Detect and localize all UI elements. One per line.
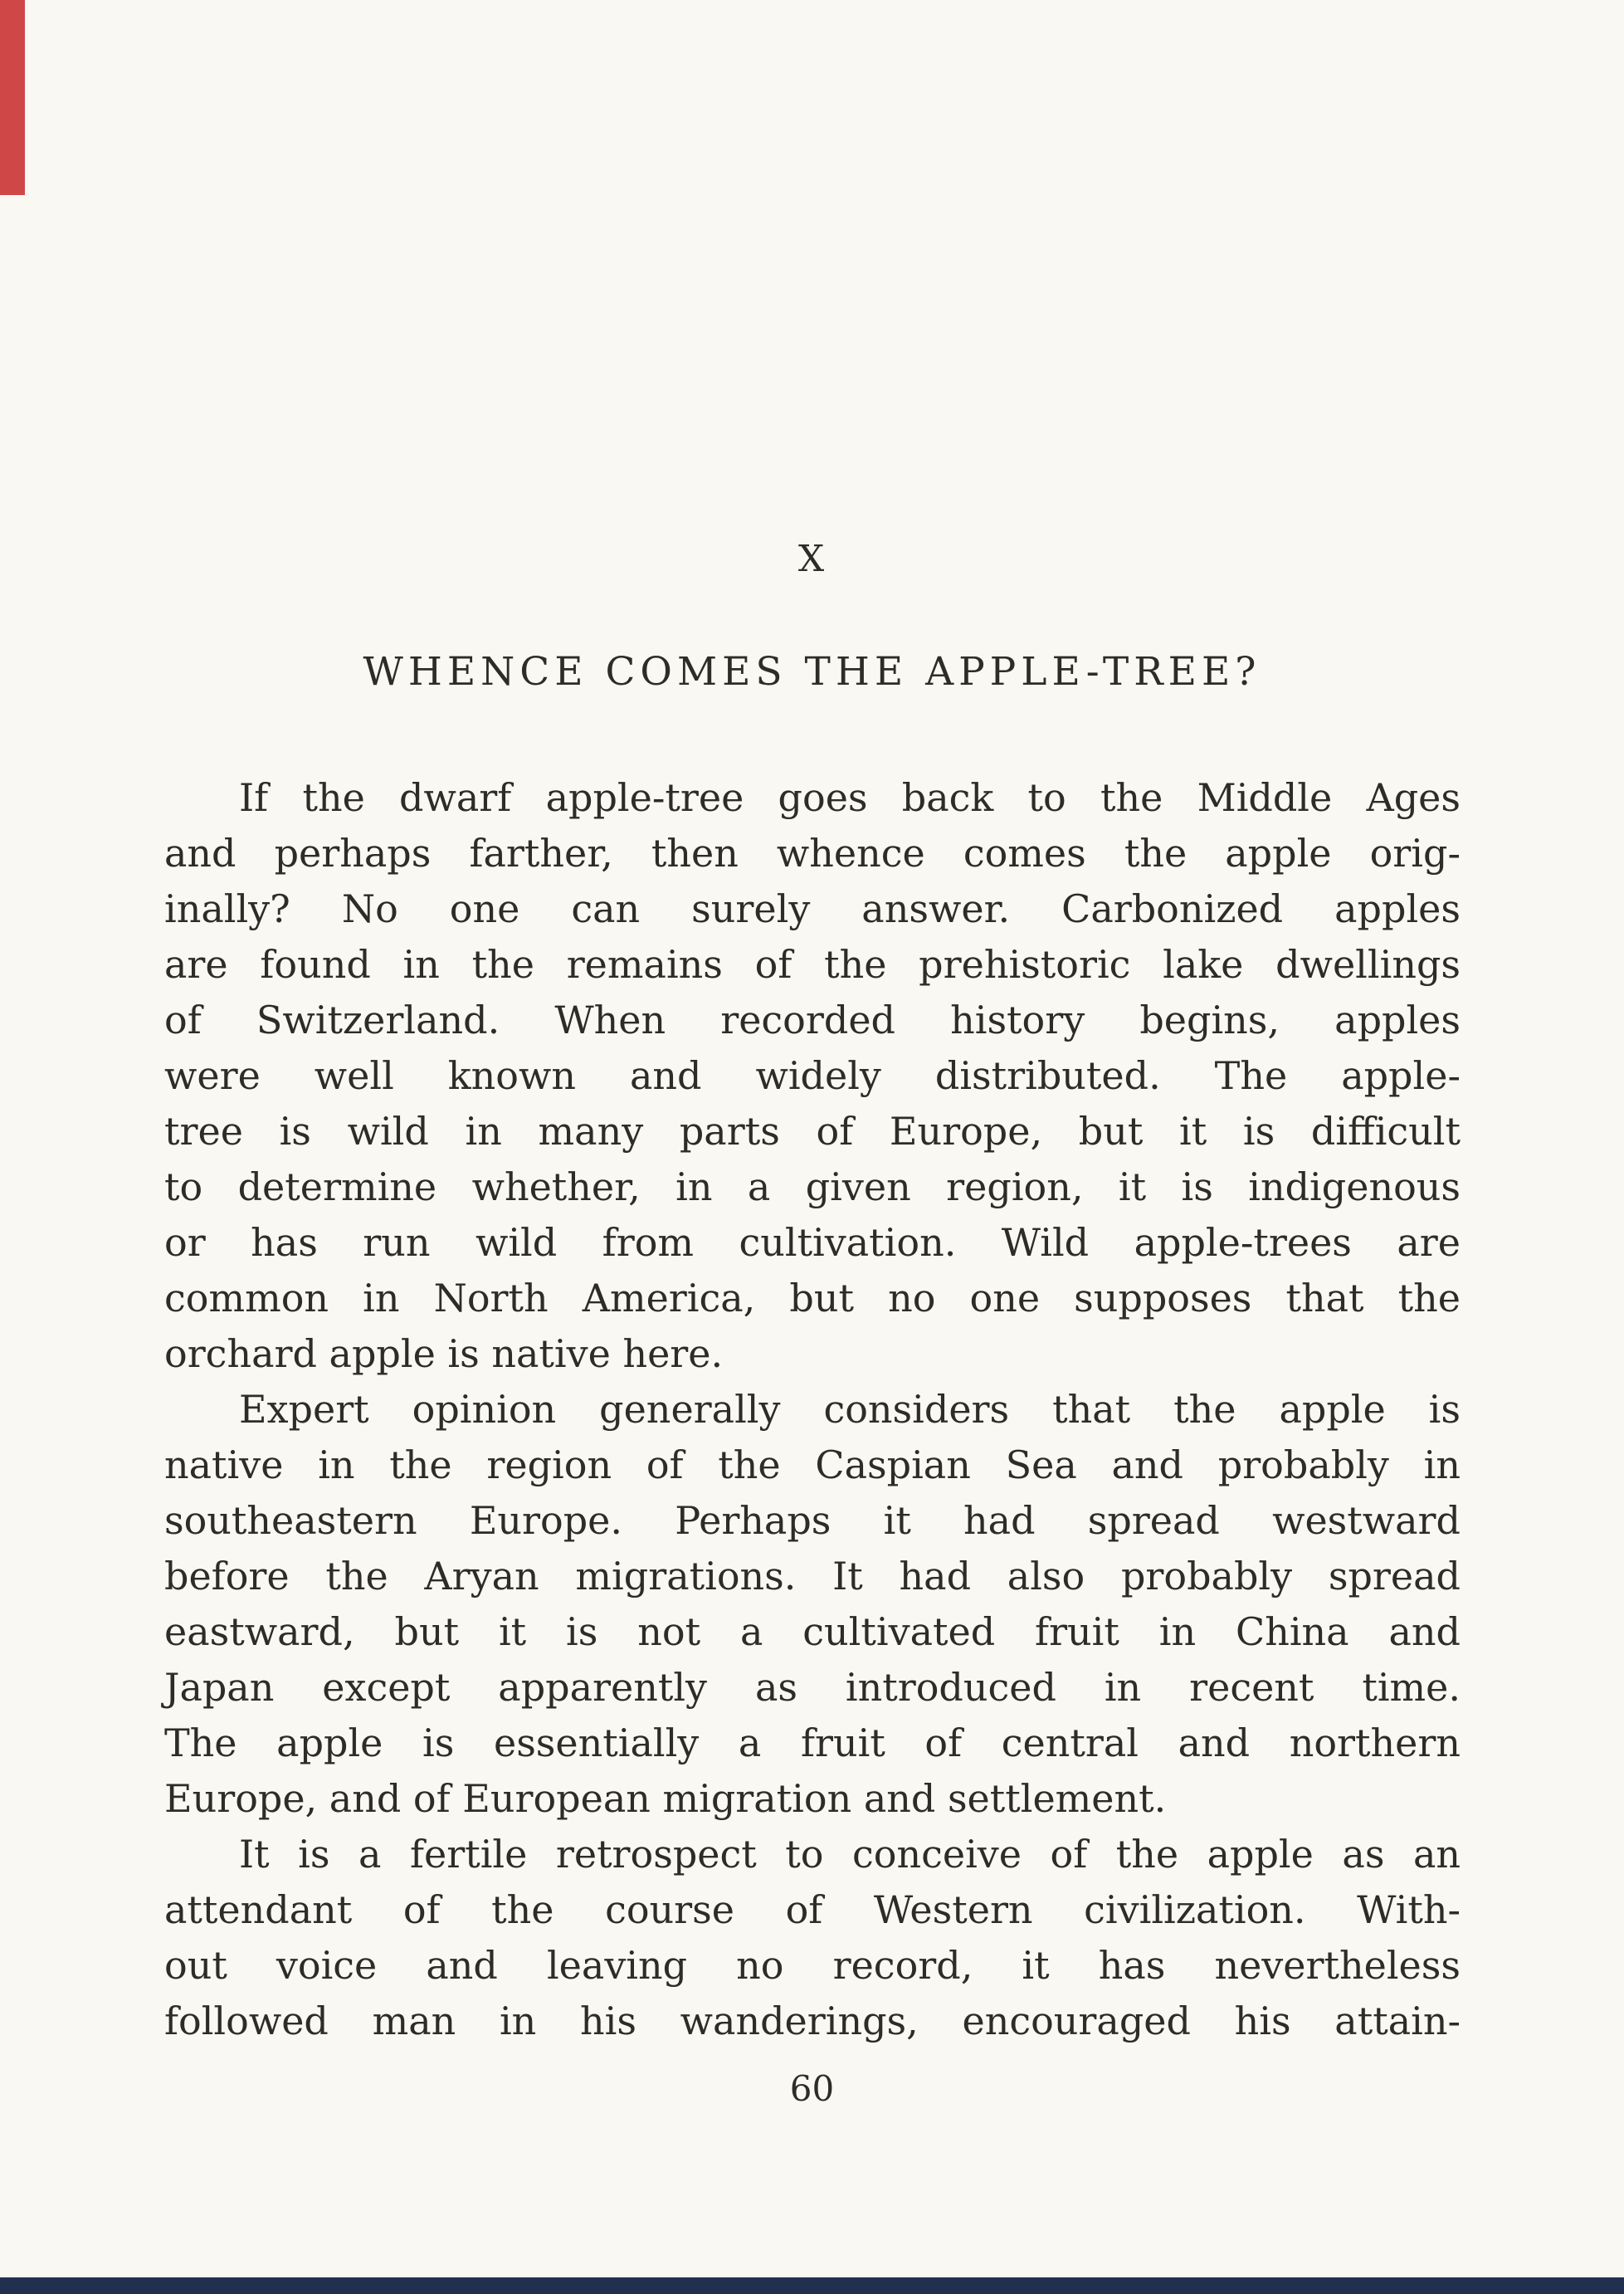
text-line: If the dwarf apple-tree goes back to the Middle Ages — [239, 775, 1461, 820]
text-line: out voice and leaving no record, it has nevertheless — [164, 1943, 1461, 1988]
text-line: to determine whether, in a given region, it is indigenous — [164, 1164, 1461, 1209]
text-line: and perhaps farther, then whence comes the apple orig- — [164, 831, 1461, 876]
text-line: It is a fertile retrospect to conceive of the apple as an — [239, 1832, 1461, 1877]
text-line: orchard apple is native here. — [164, 1331, 724, 1376]
text-line: Expert opinion generally considers that the apple is — [239, 1387, 1461, 1432]
text-line: native in the region of the Caspian Sea and probably in — [164, 1442, 1461, 1487]
scan-artifact-red-stripe — [0, 0, 25, 195]
text-line: of Switzerland. When recorded history begins, apples — [164, 998, 1461, 1042]
scan-artifact-bottom-bar — [0, 2277, 1624, 2294]
text-line: common in North America, but no one supposes that the — [164, 1276, 1461, 1320]
text-line: inally? No one can surely answer. Carbonized apples — [164, 886, 1461, 931]
text-line: attendant of the course of Western civilization. With- — [164, 1887, 1461, 1932]
chapter-title: WHENCE COMES THE APPLE-TREE? — [363, 649, 1261, 695]
text-line: before the Aryan migrations. It had also probably spread — [164, 1554, 1461, 1598]
text-line: tree is wild in many parts of Europe, but it is difficult — [164, 1109, 1461, 1154]
paragraph — [164, 1382, 1461, 1827]
text-line: followed man in his wanderings, encouraged his attain- — [164, 1999, 1461, 2043]
body-text — [164, 770, 1461, 2049]
text-line: The apple is essentially a fruit of central and northern — [164, 1720, 1461, 1765]
text-line: eastward, but it is not a cultivated fruit in China and — [164, 1609, 1461, 1654]
text-line: are found in the remains of the prehistoric lake dwellings — [164, 942, 1461, 987]
text-line: southeastern Europe. Perhaps it had spread westward — [164, 1498, 1461, 1543]
chapter-number: X — [797, 538, 827, 580]
paragraph — [164, 770, 1461, 1382]
text-line: Europe, and of European migration and settlement. — [164, 1776, 1167, 1821]
text-line: were well known and widely distributed. The apple- — [164, 1053, 1461, 1098]
paragraph — [164, 1827, 1461, 2049]
text-line: Japan except apparently as introduced in recent time. — [164, 1665, 1461, 1710]
page-number: 60 — [789, 2068, 835, 2109]
text-line: or has run wild from cultivation. Wild apple-trees are — [164, 1220, 1461, 1265]
